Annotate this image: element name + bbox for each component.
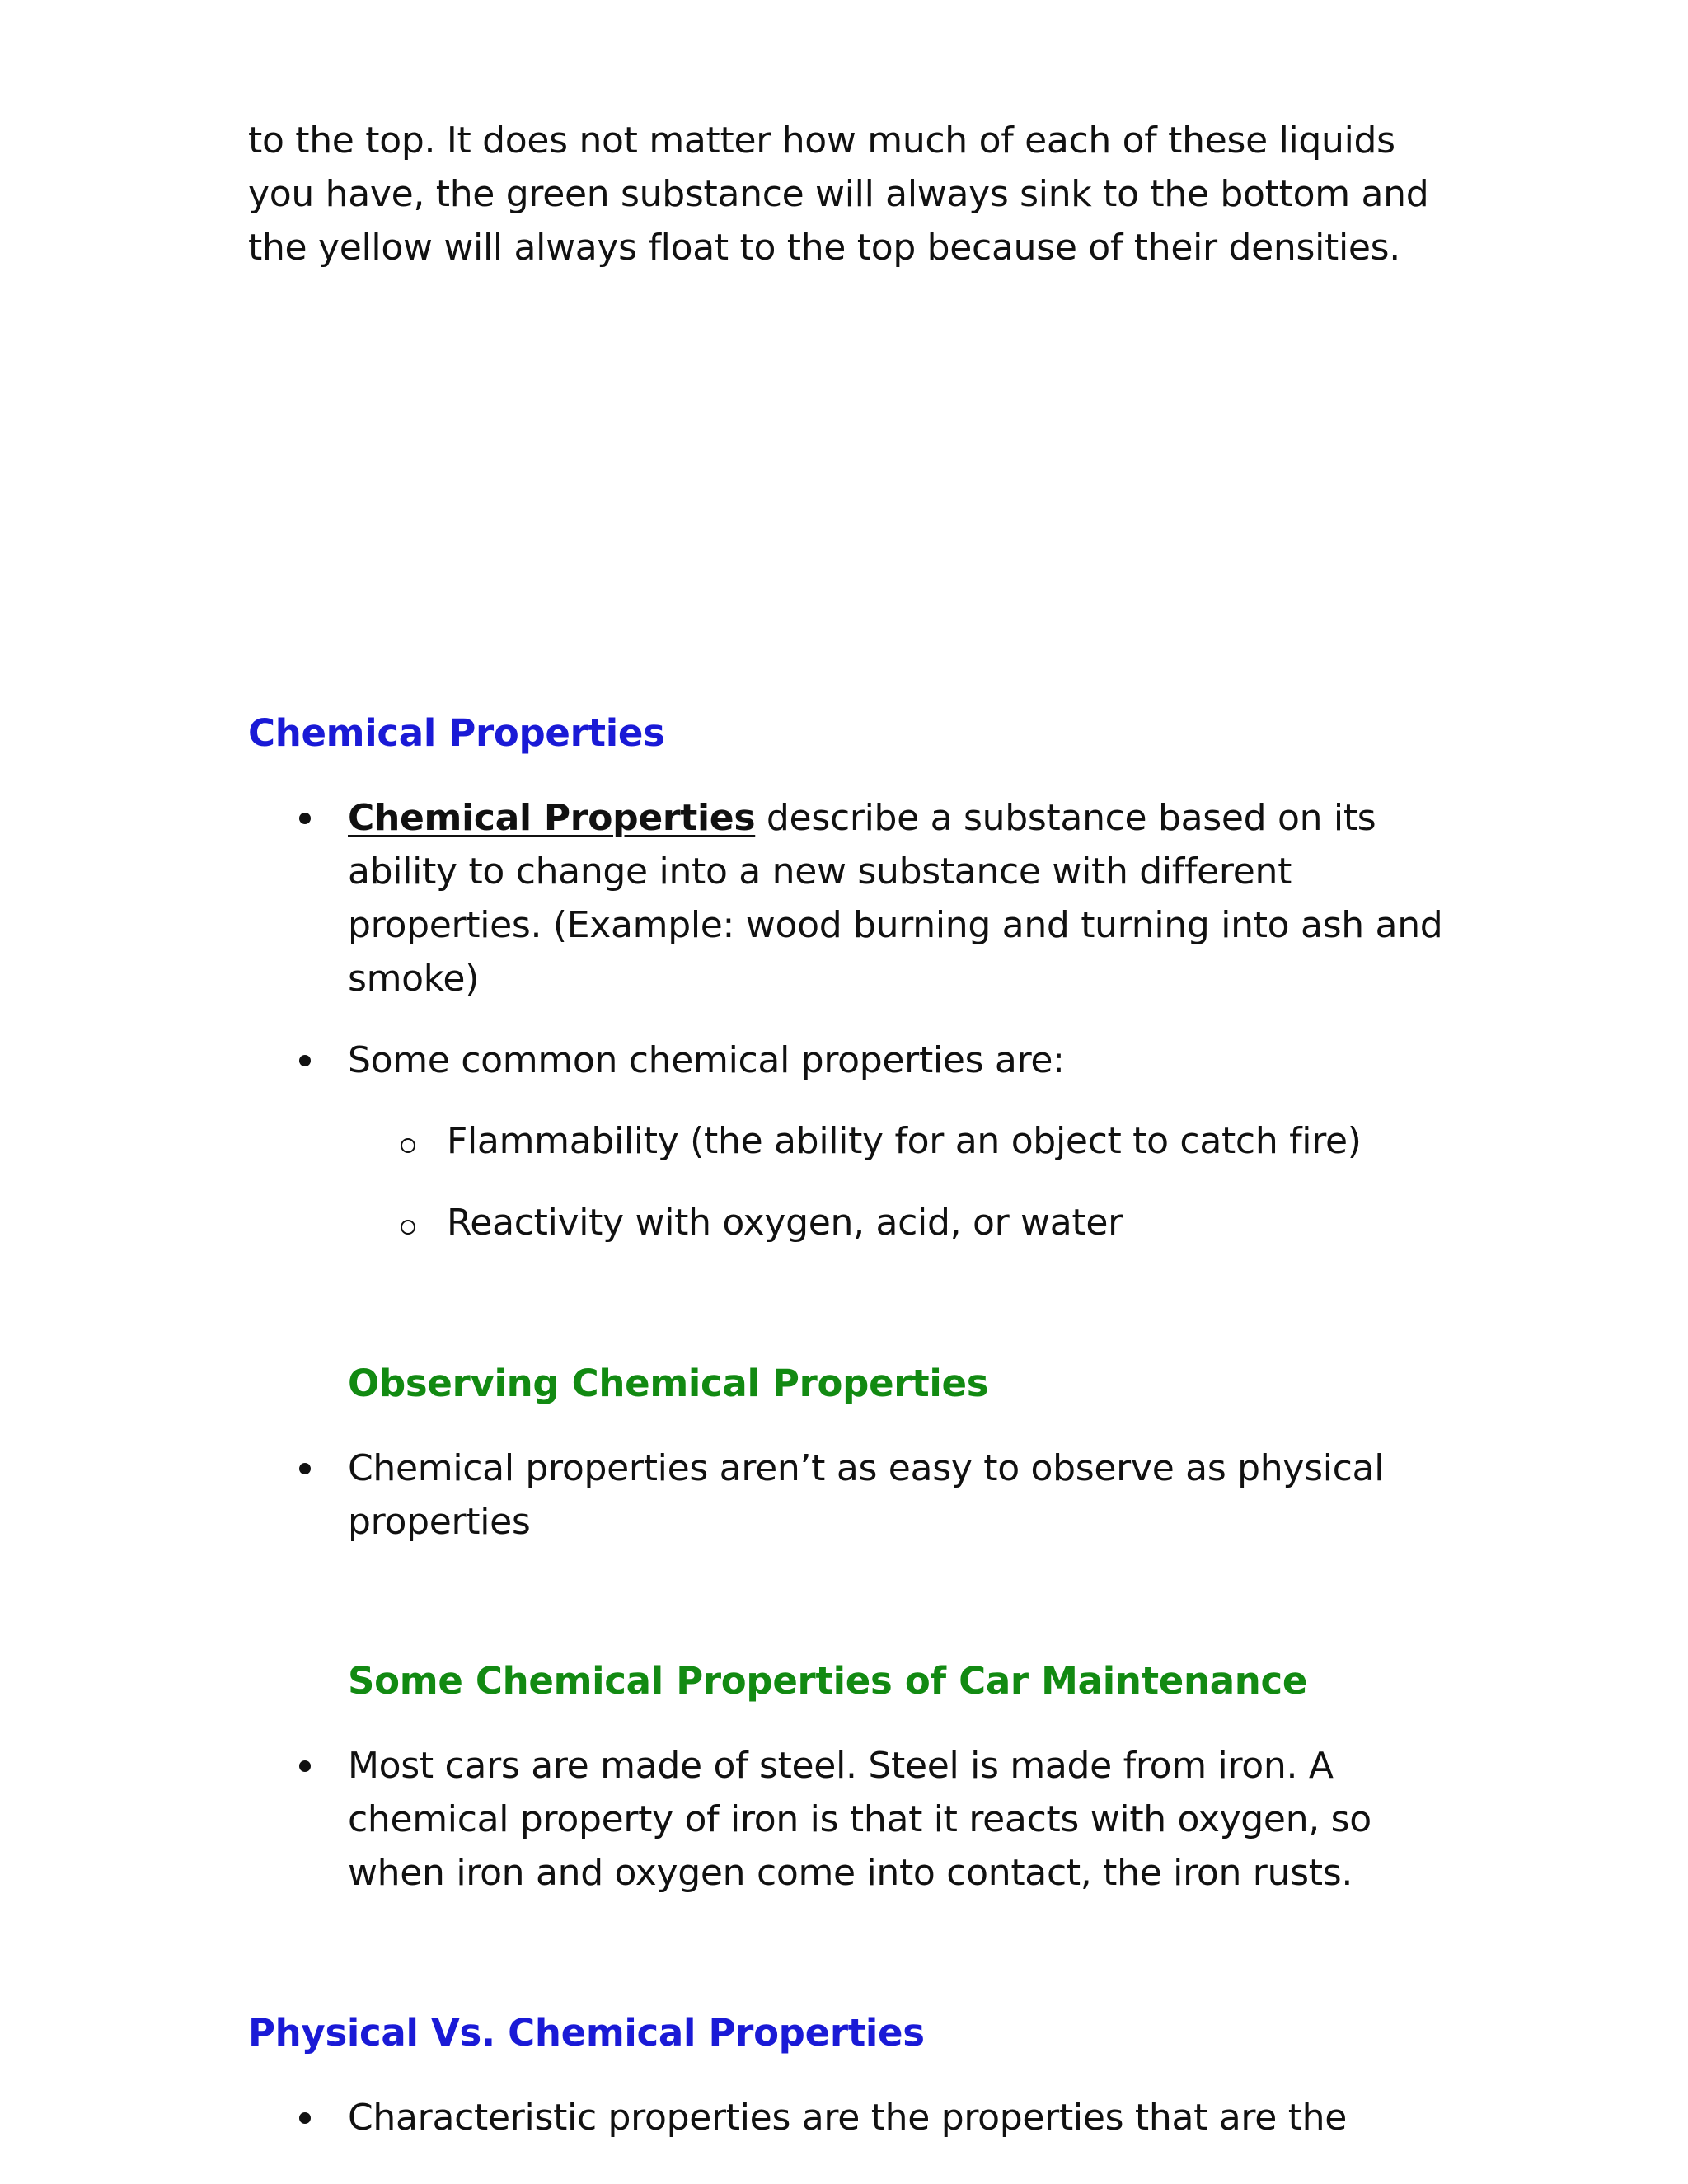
subheading-car-maintenance: Some Chemical Properties of Car Maintenance [348,1659,1308,1703]
intro-line-1: to the top. It does not matter how much of each of these liquids [248,120,1395,162]
sub-item-reactivity: Reactivity with oxygen, acid, or water [447,1202,1123,1244]
definition-line-2: ability to change into a new substance with different [348,851,1292,893]
common-properties-intro: Some common chemical properties are: [348,1039,1065,1081]
circle-bullet-icon [401,1220,415,1235]
definition-term: Chemical Properties [348,797,756,839]
intro-line-2: you have, the green substance will always sink to the bottom and [248,173,1429,215]
observing-line-2: properties [348,1501,531,1543]
bullet-icon [299,1760,311,1772]
intro-line-3: the yellow will always float to the top because of their densities. [248,227,1400,269]
bullet-icon [299,2112,311,2124]
definition-line-3: properties. (Example: wood burning and turning into ash and [348,904,1443,946]
bullet-icon [299,813,311,824]
definition-line-4: smoke) [348,958,480,1000]
bullet-icon [299,1055,311,1066]
car-maintenance-line-2: chemical property of iron is that it reacts with oxygen, so [348,1798,1372,1840]
subheading-observing: Observing Chemical Properties [348,1361,989,1405]
observing-line-1: Chemical properties aren’t as easy to observe as physical [348,1447,1385,1489]
car-maintenance-line-3: when iron and oxygen come into contact, the iron rusts. [348,1852,1353,1894]
circle-bullet-icon [401,1138,415,1153]
section-heading-physical-vs-chemical: Physical Vs. Chemical Properties [248,2011,925,2055]
bullet-icon [299,1463,311,1474]
sub-item-flammability: Flammability (the ability for an object to catch fire) [447,1120,1362,1162]
definition-line-1 [348,791,1376,845]
car-maintenance-line-1: Most cars are made of steel. Steel is made from iron. A [348,1745,1334,1787]
physical-vs-chemical-line-1: Characteristic properties are the properties that are the [348,2097,1348,2139]
section-heading-chemical-properties: Chemical Properties [248,711,665,755]
definition-line-1-rest: describe a substance based on its [755,797,1376,839]
